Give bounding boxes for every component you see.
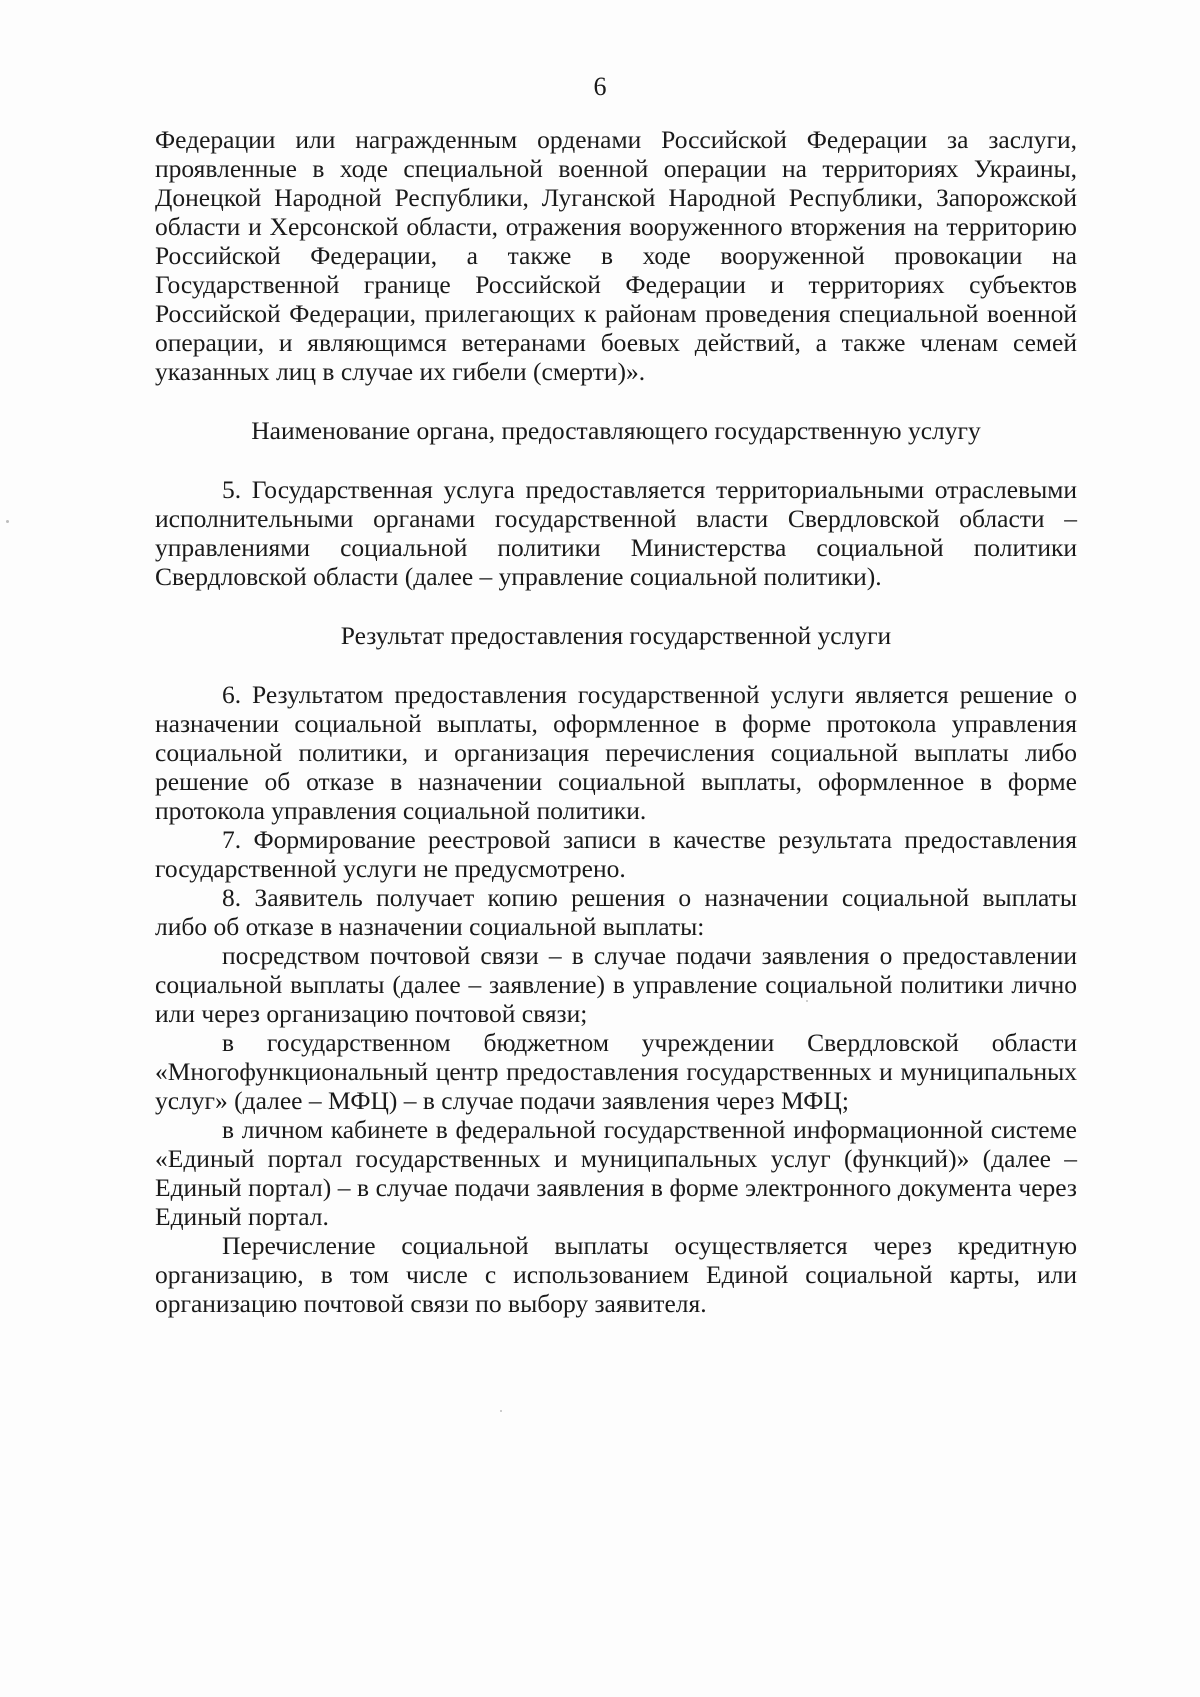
document-body <box>155 125 1077 1318</box>
paragraph-8-postal: посредством почтовой связи – в случае подачи заявления о предоставлении социальной выплаты (далее – заявление) в управление социальной политики лично или через организацию почтовой связи; <box>155 941 1077 1028</box>
paragraph-8: 8. Заявитель получает копию решения о назначении социальной выплаты либо об отказе в назначении социальной выплаты: <box>155 883 1077 941</box>
paragraph-7: 7. Формирование реестровой записи в качестве результата предоставления государственной услуги не предусмотрено. <box>155 825 1077 883</box>
scan-speck <box>806 1000 808 1002</box>
paragraph-8-mfc: в государственном бюджетном учреждении Свердловской области «Многофункциональный центр предоставления государственных и муниципальных услуг» (далее – МФЦ) – в случае подачи заявления через МФЦ; <box>155 1028 1077 1115</box>
paragraph-payment: Перечисление социальной выплаты осуществляется через кредитную организацию, в том числе с использованием Единой социальной карты, или организацию почтовой связи по выбору заявителя. <box>155 1231 1077 1318</box>
section-heading-result: Результат предоставления государственной услуги <box>340 621 892 650</box>
section-heading-authority: Наименование органа, предоставляющего государственную услугу <box>251 416 981 445</box>
scan-speck <box>6 520 9 523</box>
paragraph-continuation: Федерации или награжденным орденами Российской Федерации за заслуги, проявленные в ходе специальной военной операции на территориях Украины, Донецкой Народной Республики, Луганской Народной Республики, Запорожской области и Херсонской области, отражения вооруженного вторжения на территорию Российской Федерации, а также в ходе вооруженной провокации на Государственной границе Российской Федерации и территориях субъектов Российской Федерации, прилегающих к районам проведения специальной военной операции, и являющимся ветеранами боевых действий, а также членам семей указанных лиц в случае их гибели (смерти)». <box>155 125 1077 386</box>
paragraph-5: 5. Государственная услуга предоставляется территориальными отраслевыми исполнительными органами государственной власти Свердловской области – управлениями социальной политики Министерства социальной политики Свердловской области (далее – управление социальной политики). <box>155 475 1077 591</box>
scan-speck <box>500 1410 502 1412</box>
page-number: 6 <box>593 72 607 101</box>
paragraph-6: 6. Результатом предоставления государственной услуги является решение о назначении социальной выплаты, оформленное в форме протокола управления социальной политики, и организация перечисления социальной выплаты либо решение об отказе в назначении социальной выплаты, оформленное в форме протокола управления социальной политики. <box>155 680 1077 825</box>
paragraph-8-portal: в личном кабинете в федеральной государственной информационной системе «Единый портал государственных и муниципальных услуг (функций)» (далее – Единый портал) – в случае подачи заявления в форме электронного документа через Единый портал. <box>155 1115 1077 1231</box>
